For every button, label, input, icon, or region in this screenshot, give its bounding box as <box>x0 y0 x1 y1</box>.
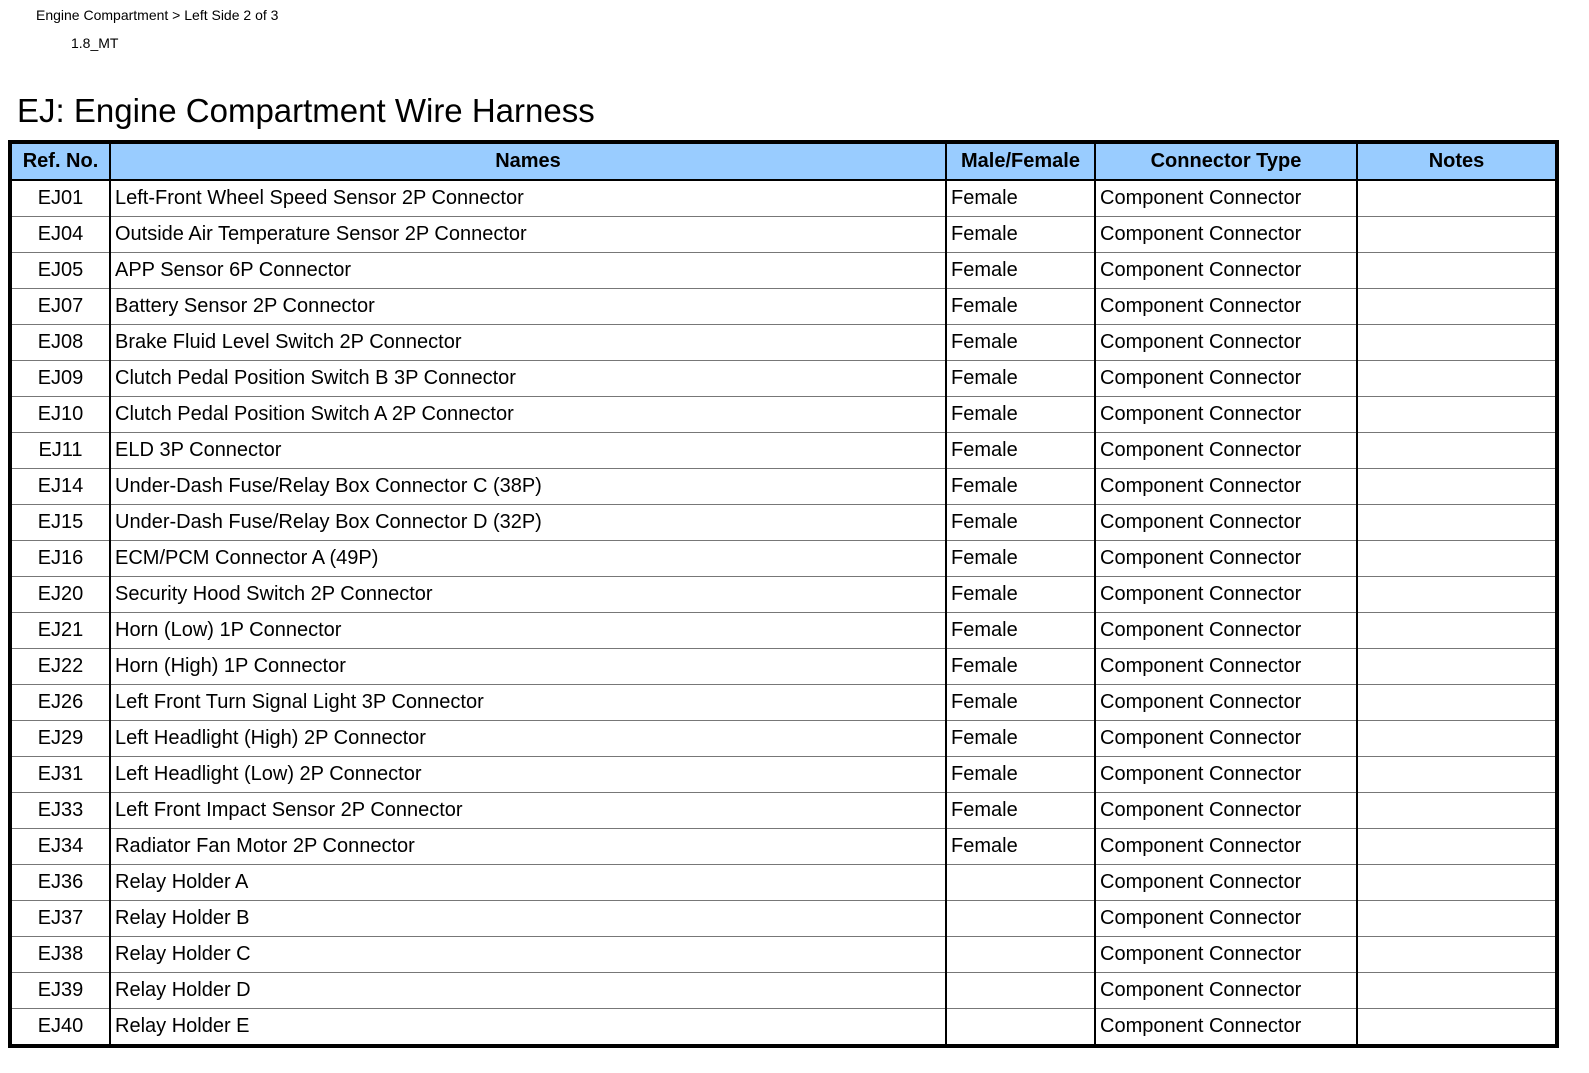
gender-cell: Female <box>946 829 1095 865</box>
ref-cell: EJ33 <box>10 793 110 829</box>
name-cell: Security Hood Switch 2P Connector <box>110 577 946 613</box>
table-row <box>10 721 1557 757</box>
connector-type-cell: Component Connector <box>1095 217 1357 253</box>
ref-cell: EJ29 <box>10 721 110 757</box>
name-cell: ECM/PCM Connector A (49P) <box>110 541 946 577</box>
connector-type-cell: Component Connector <box>1095 325 1357 361</box>
table-row <box>10 685 1557 721</box>
gender-cell: Female <box>946 217 1095 253</box>
connector-type-cell: Component Connector <box>1095 937 1357 973</box>
connector-table <box>8 140 1559 1048</box>
connector-type-cell: Component Connector <box>1095 433 1357 469</box>
name-cell: Relay Holder E <box>110 1009 946 1047</box>
table-row <box>10 613 1557 649</box>
ref-cell: EJ05 <box>10 253 110 289</box>
notes-cell <box>1357 721 1557 757</box>
column-header-notes: Notes <box>1357 142 1557 180</box>
gender-cell <box>946 901 1095 937</box>
ref-cell: EJ04 <box>10 217 110 253</box>
notes-cell <box>1357 901 1557 937</box>
connector-type-cell: Component Connector <box>1095 829 1357 865</box>
ref-cell: EJ07 <box>10 289 110 325</box>
ref-cell: EJ22 <box>10 649 110 685</box>
gender-cell: Female <box>946 685 1095 721</box>
name-cell: Left Front Impact Sensor 2P Connector <box>110 793 946 829</box>
ref-cell: EJ16 <box>10 541 110 577</box>
name-cell: Left-Front Wheel Speed Sensor 2P Connector <box>110 180 946 217</box>
connector-type-cell: Component Connector <box>1095 289 1357 325</box>
table-body <box>10 180 1557 1046</box>
gender-cell: Female <box>946 577 1095 613</box>
gender-cell <box>946 865 1095 901</box>
gender-cell: Female <box>946 325 1095 361</box>
gender-cell: Female <box>946 613 1095 649</box>
table-row <box>10 433 1557 469</box>
ref-cell: EJ40 <box>10 1009 110 1047</box>
table-header-row <box>10 142 1557 180</box>
notes-cell <box>1357 361 1557 397</box>
connector-type-cell: Component Connector <box>1095 973 1357 1009</box>
connector-type-cell: Component Connector <box>1095 757 1357 793</box>
name-cell: Relay Holder D <box>110 973 946 1009</box>
name-cell: Under-Dash Fuse/Relay Box Connector C (38P) <box>110 469 946 505</box>
connector-type-cell: Component Connector <box>1095 577 1357 613</box>
breadcrumb: Engine Compartment > Left Side 2 of 3 <box>36 7 279 23</box>
name-cell: Relay Holder C <box>110 937 946 973</box>
connector-type-cell: Component Connector <box>1095 865 1357 901</box>
notes-cell <box>1357 397 1557 433</box>
table-row <box>10 469 1557 505</box>
notes-cell <box>1357 829 1557 865</box>
gender-cell <box>946 1009 1095 1047</box>
gender-cell: Female <box>946 505 1095 541</box>
connector-type-cell: Component Connector <box>1095 613 1357 649</box>
connector-type-cell: Component Connector <box>1095 1009 1357 1047</box>
table-row <box>10 793 1557 829</box>
column-header-names: Names <box>110 142 946 180</box>
name-cell: Left Headlight (High) 2P Connector <box>110 721 946 757</box>
notes-cell <box>1357 289 1557 325</box>
connector-type-cell: Component Connector <box>1095 505 1357 541</box>
gender-cell: Female <box>946 289 1095 325</box>
gender-cell: Female <box>946 433 1095 469</box>
column-header-ref: Ref. No. <box>10 142 110 180</box>
table-row <box>10 325 1557 361</box>
table-row <box>10 757 1557 793</box>
name-cell: APP Sensor 6P Connector <box>110 253 946 289</box>
ref-cell: EJ37 <box>10 901 110 937</box>
notes-cell <box>1357 577 1557 613</box>
name-cell: Battery Sensor 2P Connector <box>110 289 946 325</box>
table-row <box>10 505 1557 541</box>
connector-type-cell: Component Connector <box>1095 721 1357 757</box>
ref-cell: EJ21 <box>10 613 110 649</box>
table-row <box>10 217 1557 253</box>
notes-cell <box>1357 649 1557 685</box>
table-row <box>10 361 1557 397</box>
table-row <box>10 180 1557 217</box>
gender-cell <box>946 937 1095 973</box>
notes-cell <box>1357 865 1557 901</box>
name-cell: Left Front Turn Signal Light 3P Connector <box>110 685 946 721</box>
ref-cell: EJ36 <box>10 865 110 901</box>
name-cell: Horn (Low) 1P Connector <box>110 613 946 649</box>
name-cell: Relay Holder A <box>110 865 946 901</box>
table-row <box>10 829 1557 865</box>
table-row <box>10 973 1557 1009</box>
name-cell: Brake Fluid Level Switch 2P Connector <box>110 325 946 361</box>
gender-cell <box>946 973 1095 1009</box>
connector-type-cell: Component Connector <box>1095 793 1357 829</box>
page-subtitle: 1.8_MT <box>71 35 119 51</box>
name-cell: Relay Holder B <box>110 901 946 937</box>
ref-cell: EJ15 <box>10 505 110 541</box>
connector-type-cell: Component Connector <box>1095 685 1357 721</box>
ref-cell: EJ10 <box>10 397 110 433</box>
gender-cell: Female <box>946 397 1095 433</box>
gender-cell: Female <box>946 253 1095 289</box>
ref-cell: EJ09 <box>10 361 110 397</box>
notes-cell <box>1357 613 1557 649</box>
ref-cell: EJ01 <box>10 180 110 217</box>
connector-type-cell: Component Connector <box>1095 361 1357 397</box>
notes-cell <box>1357 325 1557 361</box>
ref-cell: EJ11 <box>10 433 110 469</box>
ref-cell: EJ14 <box>10 469 110 505</box>
connector-type-cell: Component Connector <box>1095 253 1357 289</box>
table-row <box>10 865 1557 901</box>
name-cell: Left Headlight (Low) 2P Connector <box>110 757 946 793</box>
name-cell: ELD 3P Connector <box>110 433 946 469</box>
name-cell: Clutch Pedal Position Switch B 3P Connector <box>110 361 946 397</box>
gender-cell: Female <box>946 180 1095 217</box>
gender-cell: Female <box>946 721 1095 757</box>
ref-cell: EJ38 <box>10 937 110 973</box>
table-row <box>10 1009 1557 1047</box>
connector-type-cell: Component Connector <box>1095 469 1357 505</box>
table-row <box>10 253 1557 289</box>
page-title: EJ: Engine Compartment Wire Harness <box>17 92 595 129</box>
gender-cell: Female <box>946 541 1095 577</box>
notes-cell <box>1357 685 1557 721</box>
gender-cell: Female <box>946 361 1095 397</box>
ref-cell: EJ26 <box>10 685 110 721</box>
gender-cell: Female <box>946 757 1095 793</box>
table-row <box>10 541 1557 577</box>
name-cell: Under-Dash Fuse/Relay Box Connector D (32P) <box>110 505 946 541</box>
connector-type-cell: Component Connector <box>1095 901 1357 937</box>
table-row <box>10 577 1557 613</box>
table-row <box>10 289 1557 325</box>
table-row <box>10 937 1557 973</box>
column-header-gender: Male/Female <box>946 142 1095 180</box>
notes-cell <box>1357 541 1557 577</box>
table-row <box>10 901 1557 937</box>
ref-cell: EJ20 <box>10 577 110 613</box>
ref-cell: EJ34 <box>10 829 110 865</box>
notes-cell <box>1357 757 1557 793</box>
notes-cell <box>1357 1009 1557 1047</box>
table-row <box>10 649 1557 685</box>
notes-cell <box>1357 433 1557 469</box>
name-cell: Radiator Fan Motor 2P Connector <box>110 829 946 865</box>
connector-type-cell: Component Connector <box>1095 397 1357 433</box>
ref-cell: EJ31 <box>10 757 110 793</box>
connector-type-cell: Component Connector <box>1095 541 1357 577</box>
column-header-connector-type: Connector Type <box>1095 142 1357 180</box>
gender-cell: Female <box>946 649 1095 685</box>
ref-cell: EJ39 <box>10 973 110 1009</box>
notes-cell <box>1357 793 1557 829</box>
name-cell: Clutch Pedal Position Switch A 2P Connector <box>110 397 946 433</box>
connector-type-cell: Component Connector <box>1095 180 1357 217</box>
notes-cell <box>1357 217 1557 253</box>
gender-cell: Female <box>946 793 1095 829</box>
notes-cell <box>1357 180 1557 217</box>
notes-cell <box>1357 253 1557 289</box>
notes-cell <box>1357 505 1557 541</box>
ref-cell: EJ08 <box>10 325 110 361</box>
gender-cell: Female <box>946 469 1095 505</box>
notes-cell <box>1357 469 1557 505</box>
connector-type-cell: Component Connector <box>1095 649 1357 685</box>
notes-cell <box>1357 973 1557 1009</box>
name-cell: Outside Air Temperature Sensor 2P Connector <box>110 217 946 253</box>
notes-cell <box>1357 937 1557 973</box>
table-row <box>10 397 1557 433</box>
name-cell: Horn (High) 1P Connector <box>110 649 946 685</box>
